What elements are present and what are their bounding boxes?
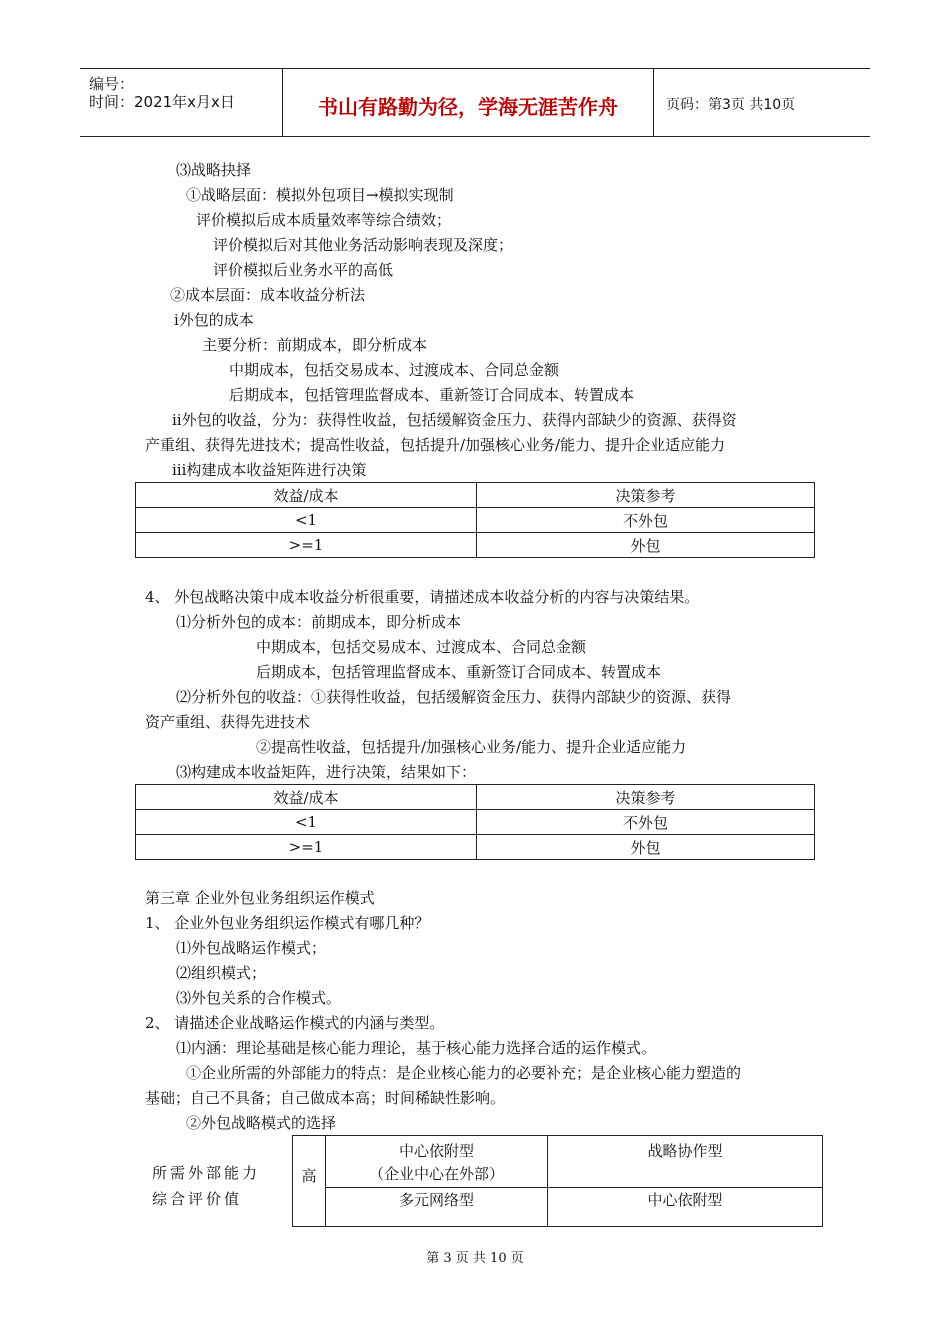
text-line: ②提高性收益，包括提升/加强核心业务/能力、提升企业适应能力 xyxy=(256,738,687,756)
page-footer: 第 3 页 共 10 页 xyxy=(426,1251,524,1266)
matrix-cell-title: 中心依附型 xyxy=(398,1142,474,1160)
text-line: ⅱ外包的收益，分为：获得性收益，包括缓解资金压力、获得内部缺少的资源、获得资 xyxy=(172,411,737,429)
table-cell: 外包 xyxy=(477,835,815,860)
text-line: 后期成本，包括管理监督成本、重新签订合同成本、转置成本 xyxy=(256,663,662,681)
text-line: 中期成本，包括交易成本、过渡成本、合同总金额 xyxy=(229,361,560,379)
cost-benefit-table-2 xyxy=(135,784,815,860)
strategy-matrix xyxy=(292,1135,823,1227)
table-cell: >=1 xyxy=(136,533,477,558)
text-line: 评价模拟后业务水平的高低 xyxy=(213,261,394,279)
table-header-cell: 决策参考 xyxy=(477,483,815,508)
text-line: ⑴外包战略运作模式； xyxy=(176,939,327,957)
table-header-cell: 效益/成本 xyxy=(136,483,477,508)
cost-benefit-table xyxy=(135,482,815,558)
matrix-axis-label: 所需外部能力 xyxy=(152,1164,261,1182)
matrix-cell-bottom-left: 多元网络型 xyxy=(326,1188,548,1226)
matrix-cell-subtitle: （企业中心在外部） xyxy=(368,1165,504,1183)
table-cell: <1 xyxy=(136,508,477,533)
table-cell: >=1 xyxy=(136,835,477,860)
chapter-title: 第三章 企业外包业务组织运作模式 xyxy=(145,889,375,907)
text-line: 评价模拟后成本质量效率等综合绩效； xyxy=(196,211,452,229)
text-line: ⑶战略抉择 xyxy=(176,161,252,179)
text-line: ⑴内涵：理论基础是核心能力理论，基于核心能力选择合适的运作模式。 xyxy=(176,1039,657,1057)
question-line: 4、 外包战略决策中成本收益分析很重要，请描述成本收益分析的内容与决策结果。 xyxy=(145,588,700,606)
header-motto-cell xyxy=(283,69,654,136)
text-line: ⑵分析外包的收益：①获得性收益，包括缓解资金压力、获得内部缺少的资源、获得 xyxy=(176,688,732,706)
table-header-row xyxy=(136,483,815,508)
text-line: ⑶外包关系的合作模式。 xyxy=(176,989,342,1007)
matrix-cell-top-right: 战略协作型 xyxy=(548,1136,822,1188)
text-line: ⑴分析外包的成本：前期成本，即分析成本 xyxy=(176,613,462,631)
header-meta-cell xyxy=(80,69,283,136)
text-line: ⅲ构建成本收益矩阵进行决策 xyxy=(172,461,367,479)
table-cell: 不外包 xyxy=(477,810,815,835)
page-info: 页码：第3页 共10页 xyxy=(666,97,796,113)
text-line: ①战略层面：模拟外包项目→模拟实现制 xyxy=(186,186,454,204)
text-line: ⅰ外包的成本 xyxy=(174,311,254,329)
text-line: ①企业所需的外部能力的特点：是企业核心能力的必要补充；是企业核心能力塑造的 xyxy=(186,1064,742,1082)
question-line: 1、 企业外包业务组织运作模式有哪几种？ xyxy=(145,914,430,932)
text-line: 中期成本，包括交易成本、过渡成本、合同总金额 xyxy=(256,638,587,656)
table-cell: <1 xyxy=(136,810,477,835)
table-row xyxy=(136,508,815,533)
motto-text: 书山有路勤为径，学海无涯苦作舟 xyxy=(318,95,618,119)
text-line: ②外包战略模式的选择 xyxy=(186,1114,337,1132)
matrix-level-high: 高 xyxy=(293,1136,326,1226)
matrix-cell-top-left xyxy=(326,1136,548,1188)
text-line: ⑵组织模式； xyxy=(176,964,267,982)
table-header-cell: 决策参考 xyxy=(477,785,815,810)
table-header-row xyxy=(136,785,815,810)
header-page-cell xyxy=(654,69,870,136)
table-cell: 外包 xyxy=(477,533,815,558)
text-line: 基础；自己不具备；自己做成本高；时间稀缺性影响。 xyxy=(145,1089,506,1107)
text-line: ⑶构建成本收益矩阵，进行决策，结果如下： xyxy=(176,763,477,781)
table-row xyxy=(136,810,815,835)
doc-number-label: 编号： xyxy=(89,75,135,93)
text-line: 资产重组、获得先进技术 xyxy=(145,713,311,731)
text-line: ②成本层面：成本收益分析法 xyxy=(170,286,366,304)
matrix-axis-label: 综合评价值 xyxy=(152,1190,243,1208)
text-line: 评价模拟后对其他业务活动影响表现及深度； xyxy=(213,236,514,254)
table-header-cell: 效益/成本 xyxy=(136,785,477,810)
table-row xyxy=(136,835,815,860)
table-cell: 不外包 xyxy=(477,508,815,533)
doc-time-label: 时间：2021年x月x日 xyxy=(89,93,235,111)
text-line: 后期成本，包括管理监督成本、重新签订合同成本、转置成本 xyxy=(229,386,635,404)
page-header xyxy=(80,68,870,137)
text-line: 产重组、获得先进技术；提高性收益，包括提升/加强核心业务/能力、提升企业适应能力 xyxy=(145,436,726,454)
question-line: 2、 请描述企业战略运作模式的内涵与类型。 xyxy=(145,1014,445,1032)
text-line: 主要分析：前期成本，即分析成本 xyxy=(202,336,428,354)
matrix-cell-bottom-right: 中心依附型 xyxy=(647,1191,723,1209)
table-row xyxy=(136,533,815,558)
